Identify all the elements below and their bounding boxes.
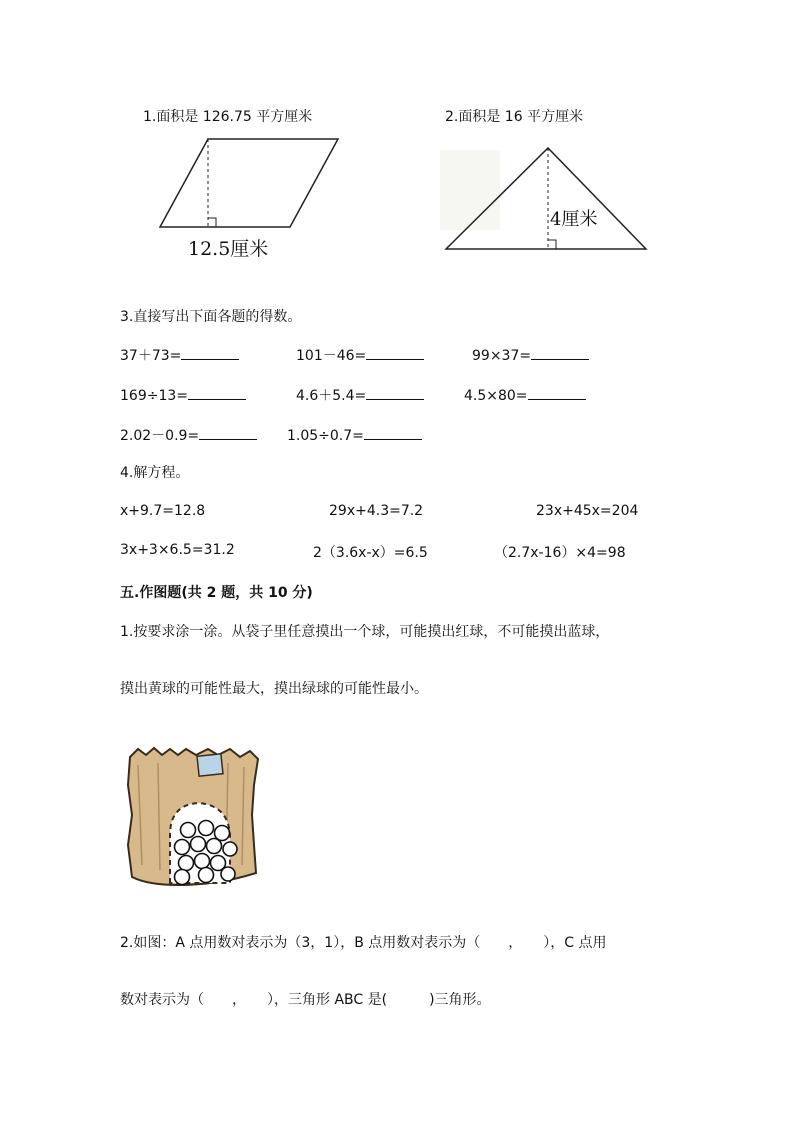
triangle-figure — [440, 140, 650, 260]
q3-item-3: 99×37= — [472, 345, 589, 364]
q3-item-7: 2.02－0.9= — [120, 425, 257, 445]
answer-blank[interactable] — [199, 425, 257, 440]
equation-1: x+9.7=12.8 — [120, 503, 206, 519]
q3-item-4: 169÷13= — [120, 385, 246, 404]
q3-item-8: 1.05÷0.7= — [287, 425, 422, 444]
q3-title: 3.直接写出下面各题的得数。 — [120, 309, 302, 325]
q5-2-line1: 2.如图：A 点用数对表示为（3，1），B 点用数对表示为（ ， ），C 点用 — [120, 935, 607, 951]
answer-blank[interactable] — [531, 345, 589, 360]
q4-title: 4.解方程。 — [120, 465, 190, 481]
q3-item-5: 4.6＋5.4= — [296, 385, 424, 405]
q3-item-6: 4.5×80= — [464, 385, 586, 404]
q5-2-line2: 数对表示为（ ， ），三角形 ABC 是( )三角形。 — [120, 992, 491, 1008]
answer-blank[interactable] — [528, 385, 586, 400]
equation-6: （2.7x-16）×4=98 — [494, 545, 626, 561]
figure1-caption: 1.面积是 126.75 平方厘米 — [143, 109, 313, 125]
q3-item-1: 37＋73= — [120, 345, 239, 365]
section5-title: 五.作图题(共 2 题，共 10 分) — [120, 585, 313, 601]
answer-blank[interactable] — [366, 385, 424, 400]
q5-1-line1: 1.按要求涂一涂。从袋子里任意摸出一个球，可能摸出红球，不可能摸出蓝球， — [120, 624, 610, 640]
equation-5: 2（3.6x-x）=6.5 — [313, 545, 428, 561]
equation-2: 29x+4.3=7.2 — [329, 503, 424, 519]
answer-blank[interactable] — [364, 425, 422, 440]
figure2-caption: 2.面积是 16 平方厘米 — [445, 109, 584, 125]
parallelogram-base-label: 12.5厘米 — [188, 238, 269, 260]
answer-blank[interactable] — [181, 345, 239, 360]
answer-blank[interactable] — [366, 345, 424, 360]
q5-1-line2: 摸出黄球的可能性最大，摸出绿球的可能性最小。 — [120, 681, 428, 697]
ball-bag-illustration — [118, 745, 268, 890]
triangle-height-label: 4厘米 — [550, 209, 598, 230]
answer-blank[interactable] — [188, 385, 246, 400]
equation-4: 3x+3×6.5=31.2 — [120, 542, 235, 558]
q3-item-2: 101－46= — [296, 345, 424, 365]
equation-3: 23x+45x=204 — [536, 503, 639, 519]
